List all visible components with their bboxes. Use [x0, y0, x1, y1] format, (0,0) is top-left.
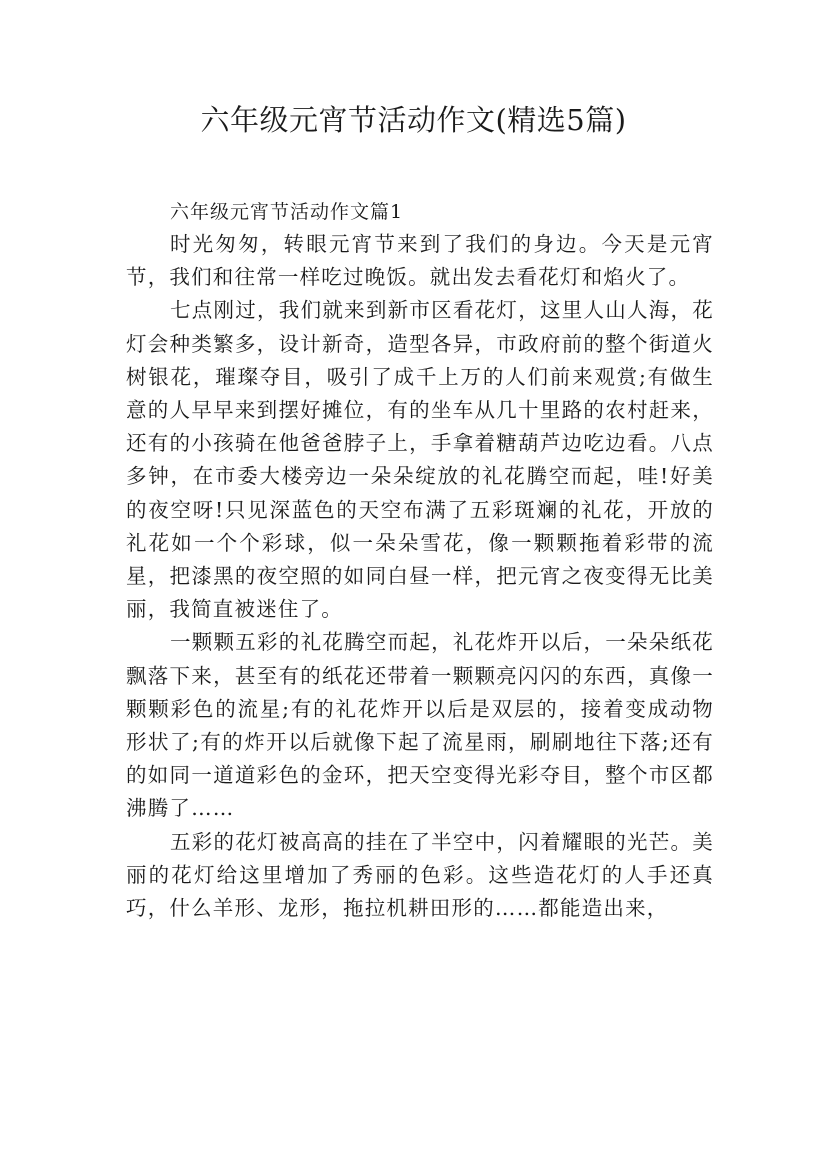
paragraph-1: 时光匆匆，转眼元宵节来到了我们的身边。今天是元宵节，我们和往常一样吃过晚饭。就出发去看花灯和焰火了。 [126, 232, 714, 290]
paragraph-4: 五彩的花灯被高高的挂在了半空中，闪着耀眼的光芒。美丽的花灯给这里增加了秀丽的色彩。这些造花灯的人手还真巧，什么羊形、龙形，拖拉机耕田形的……都能造出来， [126, 829, 714, 921]
paragraph-3: 一颗颗五彩的礼花腾空而起，礼花炸开以后，一朵朵纸花飘落下来，甚至有的纸花还带着一颗颗亮闪闪的东西，真像一颗颗彩色的流星;有的礼花炸开以后是双层的，接着变成动物形状了;有的炸开以后就像下起了流星雨，刷刷地往下落;还有的如同一道道彩色的金环，把天空变得光彩夺目，整个市区都沸腾了…… [126, 630, 714, 821]
section-heading: 六年级元宵节活动作文篇1 [170, 201, 404, 223]
paragraph-2: 七点刚过，我们就来到新市区看花灯，这里人山人海，花灯会种类繁多，设计新奇，造型各异，市政府前的整个街道火树银花，璀璨夺目，吸引了成千上万的人们前来观赏;有做生意的人早早来到摆好摊位，有的坐车从几十里路的农村赶来，还有的小孩骑在他爸爸脖子上，手拿着糖葫芦边吃边看。八点多钟，在市委大楼旁边一朵朵绽放的礼花腾空而起，哇!好美的夜空呀!只见深蓝色的天空布满了五彩斑斓的礼花，开放的礼花如一个个彩球，似一朵朵雪花，像一颗颗拖着彩带的流星，把漆黑的夜空照的如同白昼一样，把元宵之夜变得无比美丽，我简直被迷住了。 [126, 298, 714, 622]
document-body [126, 196, 714, 925]
document-title: 六年级元宵节活动作文(精选5篇) [200, 103, 627, 137]
